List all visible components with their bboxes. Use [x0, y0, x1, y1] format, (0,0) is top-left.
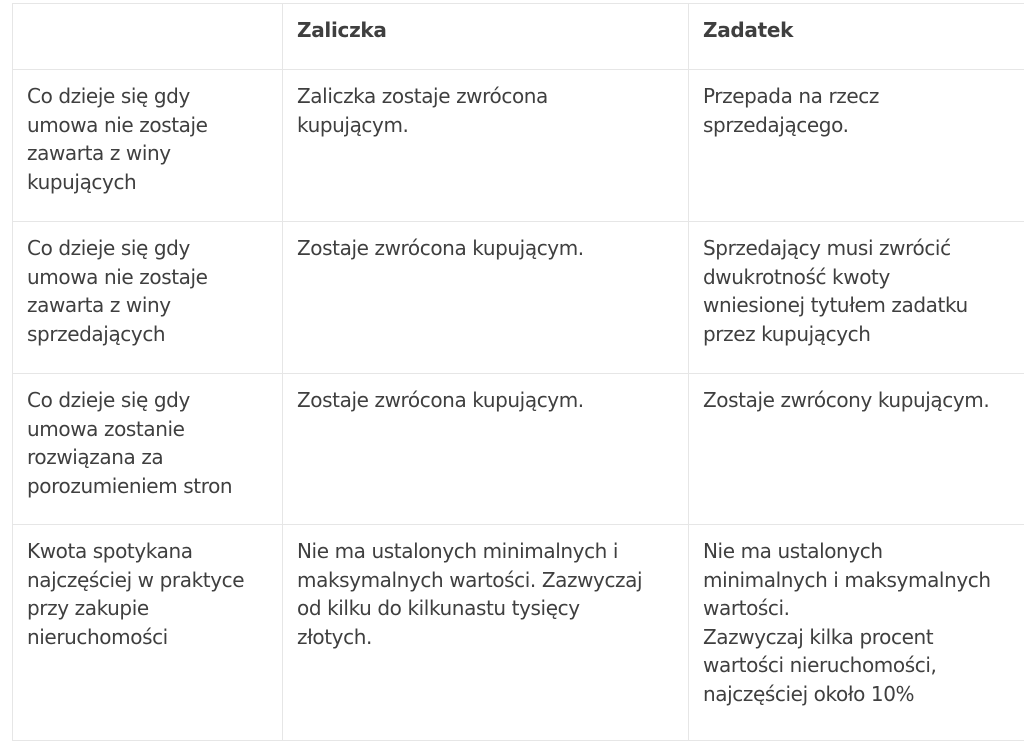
cell-text-line: przez kupujących — [703, 320, 1024, 349]
cell-text-line: porozumieniem stron — [27, 472, 268, 501]
cell-text-line: maksymalnych wartości. Zazwyczaj — [297, 566, 674, 595]
cell-text-line: nieruchomości — [27, 623, 268, 652]
zadatek-cell — [689, 374, 1024, 525]
cell-text-line: Nie ma ustalonych minimalnych i — [297, 537, 674, 566]
zadatek-cell — [689, 222, 1024, 374]
cell-text-line: umowa zostanie — [27, 415, 268, 444]
zaliczka-cell — [283, 222, 689, 374]
cell-text-line: wartości. — [703, 594, 1024, 623]
cell-text-line: Co dzieje się gdy — [27, 234, 268, 263]
row-label-cell — [13, 222, 283, 374]
cell-text-line: minimalnych i maksymalnych — [703, 566, 1024, 595]
row-label-cell — [13, 374, 283, 525]
cell-text-line: sprzedających — [27, 320, 268, 349]
comparison-table — [12, 3, 1024, 741]
cell-text-line: Co dzieje się gdy — [27, 82, 268, 111]
zaliczka-cell — [283, 525, 689, 741]
comparison-table-wrapper — [12, 3, 1024, 741]
table-row — [13, 222, 1024, 374]
cell-text-line: kupującym. — [297, 111, 674, 140]
header-empty-cell — [13, 4, 283, 70]
cell-text-line: zawarta z winy — [27, 139, 268, 168]
cell-text-line: Kwota spotykana — [27, 537, 268, 566]
table-header-row — [13, 4, 1024, 70]
cell-text-line: rozwiązana za — [27, 443, 268, 472]
cell-text-line: dwukrotność kwoty — [703, 263, 1024, 292]
table-row — [13, 525, 1024, 741]
zaliczka-cell — [283, 374, 689, 525]
cell-text-line: Sprzedający musi zwrócić — [703, 234, 1024, 263]
cell-text-line: zawarta z winy — [27, 291, 268, 320]
cell-text-line: umowa nie zostaje — [27, 263, 268, 292]
cell-text-line: Zostaje zwrócony kupującym. — [703, 386, 1024, 415]
cell-text-line: Przepada na rzecz — [703, 82, 1024, 111]
zadatek-cell — [689, 70, 1024, 222]
table-row — [13, 70, 1024, 222]
cell-text-line: Co dzieje się gdy — [27, 386, 268, 415]
table-row — [13, 374, 1024, 525]
cell-text-line: przy zakupie — [27, 594, 268, 623]
cell-text-line: Zostaje zwrócona kupującym. — [297, 386, 674, 415]
row-label-cell — [13, 70, 283, 222]
header-zaliczka: Zaliczka — [283, 4, 689, 70]
cell-text-line: złotych. — [297, 623, 674, 652]
cell-text-line: Zostaje zwrócona kupującym. — [297, 234, 674, 263]
cell-text-line: sprzedającego. — [703, 111, 1024, 140]
cell-text-line: najczęściej w praktyce — [27, 566, 268, 595]
cell-text-line: Zaliczka zostaje zwrócona — [297, 82, 674, 111]
cell-text-line: od kilku do kilkunastu tysięcy — [297, 594, 674, 623]
cell-text-line: Zazwyczaj kilka procent — [703, 623, 1024, 652]
cell-text-line: wniesionej tytułem zadatku — [703, 291, 1024, 320]
cell-text-line: Nie ma ustalonych — [703, 537, 1024, 566]
cell-text-line: najczęściej około 10% — [703, 680, 1024, 709]
row-label-cell — [13, 525, 283, 741]
cell-text-line: umowa nie zostaje — [27, 111, 268, 140]
zaliczka-cell — [283, 70, 689, 222]
cell-text-line: wartości nieruchomości, — [703, 651, 1024, 680]
zadatek-cell — [689, 525, 1024, 741]
cell-text-line: kupujących — [27, 168, 268, 197]
header-zadatek: Zadatek — [689, 4, 1024, 70]
